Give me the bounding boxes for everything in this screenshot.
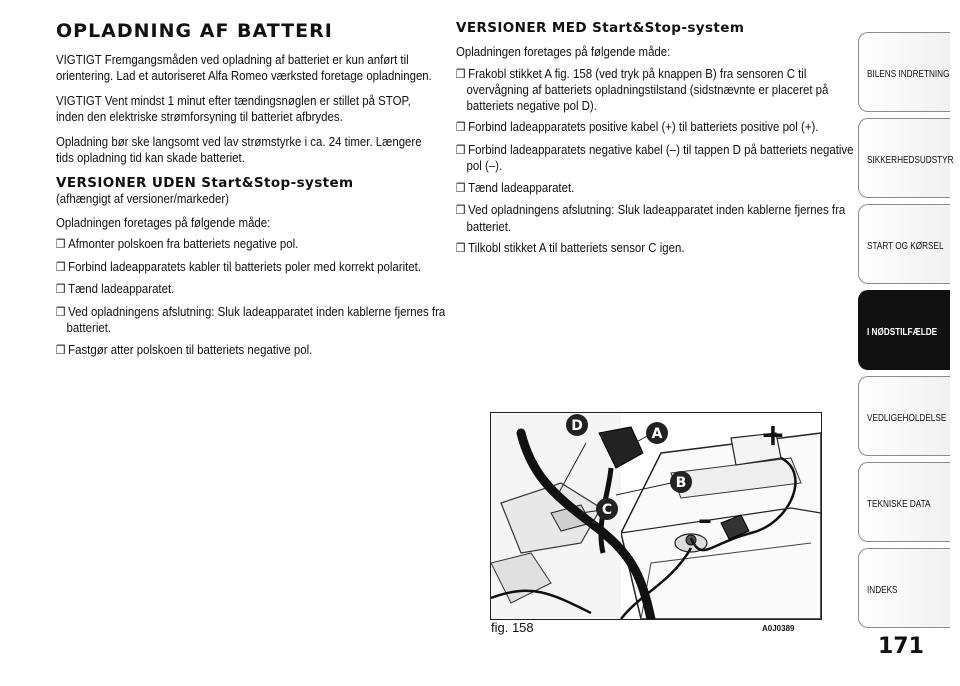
tab-sikkerhedsudstyr[interactable]: SIKKERHEDSUDSTYR — [858, 118, 950, 198]
svg-text:D: D — [571, 418, 583, 434]
plus-symbol: + — [760, 418, 786, 453]
list-item: ❒ Forbind ladeapparatets positive kabel (+) til batteriets positive pol (+). — [456, 119, 819, 134]
steps-list-with-startstop — [456, 65, 854, 257]
right-column — [456, 20, 854, 263]
list-item: ❒ Ved opladningens afslutning: Sluk ladeapparatet inden kablerne fjernes fra batteriet. — [456, 202, 846, 234]
checkbox-bullet-icon: ❒ — [56, 304, 66, 319]
chapter-tabs — [858, 32, 954, 634]
checkbox-bullet-icon: ❒ — [56, 342, 66, 357]
list-item: ❒ Tænd ladeapparatet. — [56, 281, 175, 296]
page-title: OPLADNING AF BATTERI — [56, 20, 333, 42]
list-item: ❒ Forbind ladeapparatets negative kabel (–) til tappen D på batteriets negative pol (–). — [456, 141, 854, 173]
list-item: ❒ Tænd ladeapparatet. — [456, 179, 575, 195]
section-title-without-startstop: VERSIONER UDEN Start&Stop-system — [56, 175, 354, 191]
list-item: ❒ Ved opladningens afslutning: Sluk ladeapparatet inden kablerne fjernes fra batteriet. — [56, 303, 446, 335]
label-b — [670, 471, 692, 493]
section-subtitle: (afhængigt af versioner/markeder) — [56, 191, 229, 206]
checkbox-bullet-icon: ❒ — [456, 241, 466, 255]
charging-info: Opladning bør ske langsomt ved lav strømstyrke i ca. 24 timer. Længere tids opladning tid kan skade batteriet. — [56, 134, 422, 165]
checkbox-bullet-icon: ❒ — [456, 203, 466, 217]
checkbox-bullet-icon: ❒ — [56, 259, 66, 274]
important-note-1: VIGTIGT Fremgangsmåden ved opladning af batteriet er kun anført til orientering. Lad et autoriseret Alfa Romeo værksted foretage opladningen. — [56, 52, 432, 83]
figure-caption: fig. 158 — [491, 620, 534, 635]
checkbox-bullet-icon: ❒ — [56, 237, 66, 251]
section-title-with-startstop: VERSIONER MED Start&Stop-system — [456, 20, 745, 36]
svg-text:B: B — [675, 475, 687, 491]
list-item: ❒ Tilkobl stikket A til batteriets sensor C igen. — [456, 240, 685, 255]
figure-code: A0J0389 — [762, 624, 795, 633]
checkbox-bullet-icon: ❒ — [456, 180, 466, 195]
tab-start-og-korsel[interactable]: START OG KØRSEL — [858, 204, 950, 284]
important-note-2: VIGTIGT Vent mindst 1 minut efter tændingsnøglen er stillet på STOP, inden den elektriske strømforsyning til batteriet afbrydes. — [56, 93, 411, 124]
svg-text:A: A — [651, 426, 663, 442]
battery-illustration — [491, 413, 821, 619]
procedure-intro: Opladningen foretages på følgende måde: — [56, 214, 271, 230]
label-a — [646, 422, 668, 444]
page-number: 171 — [878, 634, 924, 659]
svg-text:C: C — [601, 502, 613, 518]
tab-indeks[interactable]: INDEKS — [858, 548, 950, 628]
label-d — [566, 414, 588, 436]
list-item: ❒ Afmonter polskoen fra batteriets negative pol. — [56, 236, 299, 251]
left-column — [56, 20, 446, 364]
checkbox-bullet-icon: ❒ — [456, 142, 466, 157]
checkbox-bullet-icon: ❒ — [56, 282, 66, 296]
tab-bilens-indretning[interactable]: BILENS INDRETNING — [858, 32, 950, 112]
minus-symbol: – — [698, 503, 712, 536]
battery-figure — [490, 412, 822, 620]
tab-i-nodstilfaelde[interactable]: I NØDSTILFÆLDE — [858, 290, 950, 370]
tab-tekniske-data[interactable]: TEKNISKE DATA — [858, 462, 950, 542]
list-item: ❒ Fastgør atter polskoen til batteriets negative pol. — [56, 341, 313, 357]
label-c — [596, 498, 618, 520]
checkbox-bullet-icon: ❒ — [456, 120, 466, 134]
checkbox-bullet-icon: ❒ — [456, 66, 466, 81]
list-item: ❒ Frakobl stikket A fig. 158 (ved tryk på knappen B) fra sensoren C til overvågning af batteriets opladningstilstand (sidstnævnte er placeret på batteriets negative pol D). — [456, 65, 829, 113]
tab-vedligeholdelse[interactable]: VEDLIGEHOLDELSE — [858, 376, 950, 456]
list-item: ❒ Forbind ladeapparatets kabler til batteriets poler med korrekt polaritet. — [56, 258, 422, 274]
steps-list-without-startstop — [56, 236, 446, 358]
procedure-intro: Opladningen foretages på følgende måde: — [456, 44, 671, 59]
